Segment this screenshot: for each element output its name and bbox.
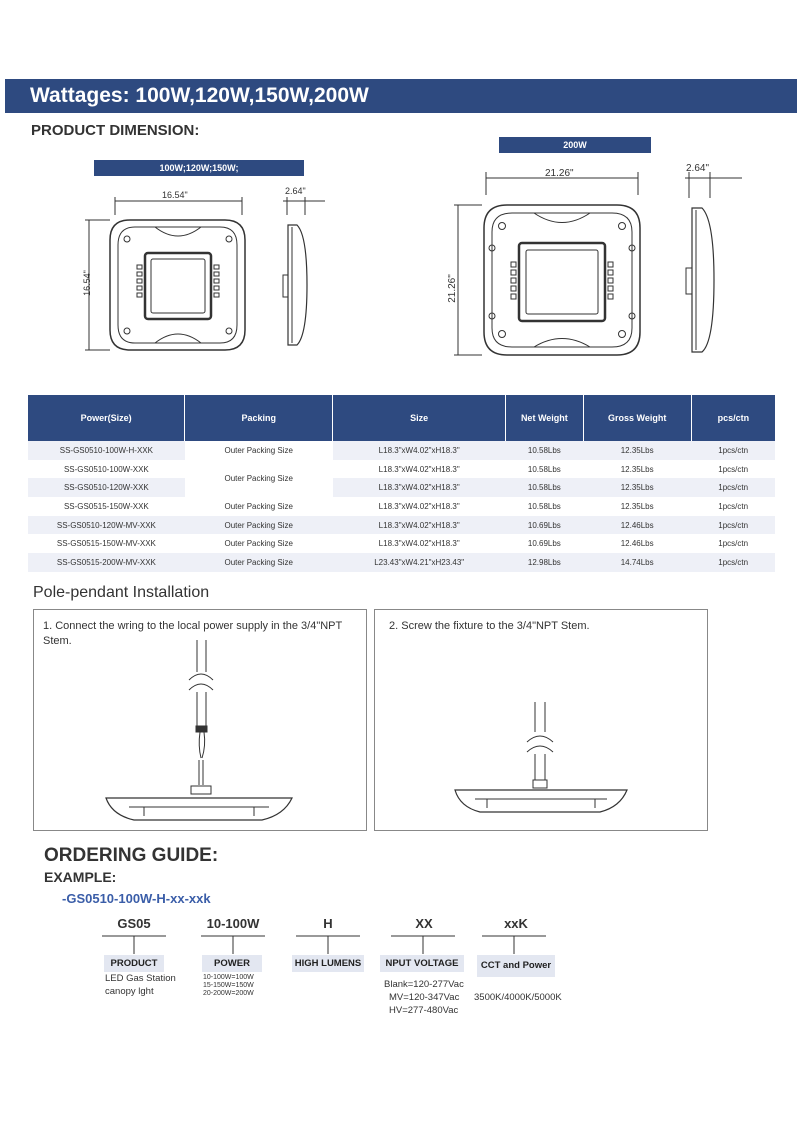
bracket-voltage <box>389 932 457 956</box>
table-row <box>28 497 775 516</box>
table-row <box>28 534 775 553</box>
cell-pcs: 1pcs/ctn <box>691 497 775 516</box>
code-voltage: XX <box>415 916 433 931</box>
cell-size: L18.3"xW4.02"xH18.3" <box>333 534 506 553</box>
right-fixture-drawing <box>452 170 752 365</box>
cell-size: L23.43"xW4.21"xH23.43" <box>333 553 506 572</box>
cell-gross: 12.46Lbs <box>583 516 691 535</box>
cell-size: L18.3"xW4.02"xH18.3" <box>333 497 506 516</box>
cell-pcs: 1pcs/ctn <box>691 553 775 572</box>
installation-step1-panel <box>33 609 367 831</box>
product-dimension-heading: PRODUCT DIMENSION: <box>31 122 200 139</box>
cell-pcs: 1pcs/ctn <box>691 478 775 497</box>
code-cct: xxK <box>504 916 528 931</box>
cell-net: 12.98Lbs <box>506 553 583 572</box>
category-product: PRODUCT <box>104 955 164 972</box>
packing-table <box>28 395 775 572</box>
left-width-dimension: 16.54" <box>162 190 188 200</box>
right-depth-dimension: 2.64" <box>686 163 710 174</box>
cell-gross: 12.35Lbs <box>583 497 691 516</box>
desc-voltage-2: MV=120-347Vac <box>389 992 460 1003</box>
cell-packing: Outer Packing Size <box>185 516 333 535</box>
ordering-guide-heading: ORDERING GUIDE: <box>44 845 219 866</box>
right-width-dimension: 21.26" <box>545 168 574 179</box>
cell-pcs: 1pcs/ctn <box>691 441 775 460</box>
desc-product-2: canopy lght <box>105 986 154 997</box>
page-banner-title: Wattages: 100W,120W,150W,200W <box>5 79 797 113</box>
desc-voltage-1: Blank=120-277Vac <box>384 979 464 990</box>
cell-net: 10.58Lbs <box>506 441 583 460</box>
table-row <box>28 478 775 497</box>
cell-packing: Outer Packing Size <box>185 553 333 572</box>
table-row <box>28 516 775 535</box>
desc-power-3: 20-200W=200W <box>203 990 254 997</box>
code-product: GS05 <box>117 916 151 931</box>
desc-cct-1: 3500K/4000K/5000K <box>474 992 562 1003</box>
cell-gross: 14.74Lbs <box>583 553 691 572</box>
step2-text: 2. Screw the fixture to the 3/4"NPT Stem. <box>389 620 590 632</box>
cell-pcs: 1pcs/ctn <box>691 516 775 535</box>
category-power: POWER <box>202 955 262 972</box>
cell-model: SS-GS0515-150W-MV-XXK <box>28 534 185 553</box>
example-label: EXAMPLE: <box>44 869 117 885</box>
code-lumens: H <box>323 916 333 931</box>
code-power: 10-100W <box>206 916 260 931</box>
cell-packing: Outer Packing Size <box>185 460 333 497</box>
cell-net: 10.69Lbs <box>506 516 583 535</box>
category-voltage: NPUT VOLTAGE <box>380 955 464 972</box>
cell-net: 10.69Lbs <box>506 534 583 553</box>
header-net-weight: Net Weight <box>506 395 583 441</box>
cell-size: L18.3"xW4.02"xH18.3" <box>333 516 506 535</box>
cell-model: SS-GS0515-200W-MV-XXK <box>28 553 185 572</box>
cell-model: SS-GS0510-120W-XXK <box>28 478 185 497</box>
step1-illustration <box>34 610 366 830</box>
header-pcs-ctn: pcs/ctn <box>691 395 775 441</box>
example-code: -GS0510-100W-H-xx-xxk <box>62 891 211 906</box>
cell-gross: 12.35Lbs <box>583 478 691 497</box>
bracket-product <box>100 932 168 956</box>
category-cct: CCT and Power <box>477 955 555 977</box>
cell-model: SS-GS0510-100W-XXK <box>28 460 185 479</box>
left-height-dimension: 16.54" <box>81 270 92 296</box>
table-row <box>28 441 775 460</box>
cell-net: 10.58Lbs <box>506 460 583 479</box>
desc-power-1: 10-100W=100W <box>203 974 254 981</box>
cell-net: 10.58Lbs <box>506 478 583 497</box>
header-size: Size <box>333 395 506 441</box>
cell-gross: 12.35Lbs <box>583 441 691 460</box>
desc-voltage-3: HV=277-480Vac <box>389 1005 459 1016</box>
cell-model: SS-GS0510-100W-H-XXK <box>28 441 185 460</box>
bracket-power <box>199 932 267 956</box>
right-height-dimension: 21.26" <box>446 274 458 303</box>
cell-gross: 12.46Lbs <box>583 534 691 553</box>
header-power-size: Power(Size) <box>28 395 185 441</box>
bracket-cct <box>480 932 548 956</box>
installation-heading: Pole-pendant Installation <box>33 584 210 601</box>
step1-text: 1. Connect the wring to the local power supply in the 3/4"NPT Stem. <box>43 620 343 647</box>
table-row <box>28 553 775 572</box>
left-fixture-drawing <box>85 195 325 360</box>
step2-illustration <box>375 610 707 830</box>
table-row <box>28 460 775 479</box>
cell-size: L18.3"xW4.02"xH18.3" <box>333 441 506 460</box>
cell-net: 10.58Lbs <box>506 497 583 516</box>
header-gross-weight: Gross Weight <box>583 395 691 441</box>
desc-power-2: 15-150W=150W <box>203 982 254 989</box>
desc-product-1: LED Gas Station <box>105 973 176 984</box>
cell-pcs: 1pcs/ctn <box>691 534 775 553</box>
cell-gross: 12.35Lbs <box>583 460 691 479</box>
cell-packing: Outer Packing Size <box>185 497 333 516</box>
cell-size: L18.3"xW4.02"xH18.3" <box>333 478 506 497</box>
left-wattage-tag: 100W;120W;150W; <box>94 160 304 176</box>
table-header-row <box>28 395 775 441</box>
header-packing: Packing <box>185 395 333 441</box>
cell-pcs: 1pcs/ctn <box>691 460 775 479</box>
right-wattage-tag: 200W <box>499 137 651 153</box>
installation-step2-panel <box>374 609 708 831</box>
bracket-lumens <box>294 932 362 956</box>
cell-size: L18.3"xW4.02"xH18.3" <box>333 460 506 479</box>
cell-packing: Outer Packing Size <box>185 441 333 460</box>
cell-model: SS-GS0515-150W-XXK <box>28 497 185 516</box>
category-lumens: HIGH LUMENS <box>292 955 364 972</box>
cell-packing: Outer Packing Size <box>185 534 333 553</box>
left-depth-dimension: 2.64" <box>285 186 306 196</box>
cell-model: SS-GS0510-120W-MV-XXK <box>28 516 185 535</box>
